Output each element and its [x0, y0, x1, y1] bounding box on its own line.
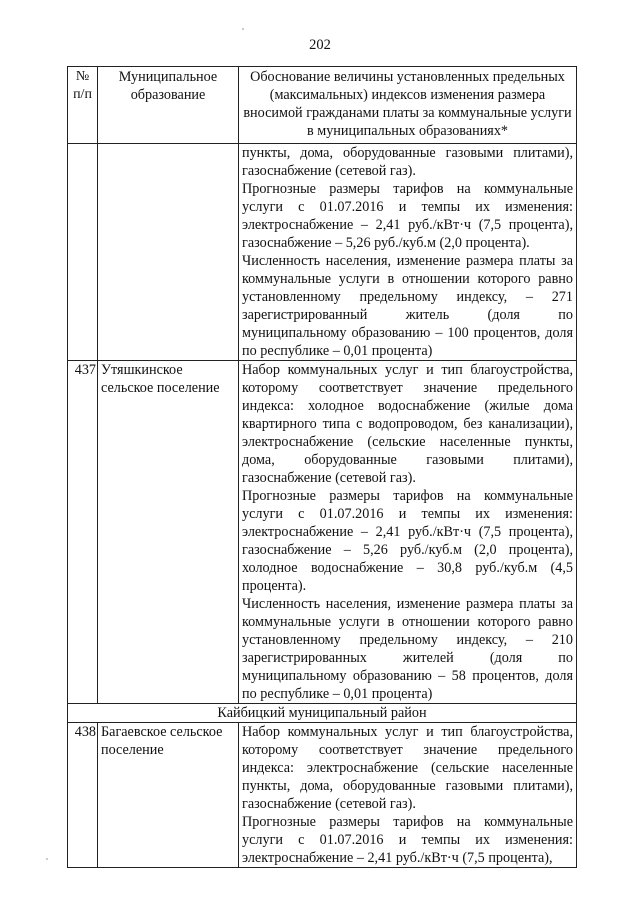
row-number	[68, 144, 98, 361]
paragraph: Прогнозные размеры тарифов на коммунальные услуги с 01.07.2016 и темпы их изменения: электроснабжение – 2,41 руб./кВт·ч (7,5 процента), газоснабжение – 5,26 руб./куб.м (2,0 процента).	[242, 181, 573, 251]
row-municipality: Утяшкинское сельское поселение	[98, 361, 239, 704]
table-row	[68, 144, 577, 361]
tariff-table	[67, 66, 577, 868]
paragraph: Численность населения, изменение размера платы за коммунальные услуги в отношении которого равно установленному предельному индексу, – 271 зарегистрированный житель (доля по муниципальному образованию – 100 процентов, доля по республике – 0,01 процента)	[242, 253, 573, 359]
row-municipality	[98, 144, 239, 361]
page-number: 202	[309, 37, 331, 53]
header-number: № п/п	[68, 67, 98, 144]
row-justification	[239, 723, 577, 868]
region-row	[68, 704, 577, 723]
paragraph: пункты, дома, оборудованные газовыми плитами), газоснабжение (сетевой газ).	[242, 145, 573, 179]
row-municipality: Багаевское сельское поселение	[98, 723, 239, 868]
paragraph: Прогнозные размеры тарифов на коммунальные услуги с 01.07.2016 и темпы их изменения: электроснабжение – 2,41 руб./кВт·ч (7,5 процента), газоснабжение – 5,26 руб./куб.м (2,0 процента), холодное водоснабжение – 30,8 руб./куб.м (4,5 процента).	[242, 488, 573, 594]
scan-speck	[46, 858, 48, 860]
header-justification: Обоснование величины установленных предельных (максимальных) индексов изменения размера вносимой гражданами платы за коммунальные услуги в муниципальных образованиях*	[239, 67, 577, 144]
row-justification	[239, 144, 577, 361]
paragraph: Численность населения, изменение размера платы за коммунальные услуги в отношении которого равно установленному предельному индексу, – 210 зарегистрированных жителей (доля по муниципальному образованию – 58 процентов, доля по республике – 0,01 процента)	[242, 596, 573, 702]
row-number: 438	[68, 723, 98, 868]
paragraph: Набор коммунальных услуг и тип благоустройства, которому соответствует значение предельного индекса: холодное водоснабжение (жилые дома квартирного типа с водопроводом, без канализации), электроснабжение (сельские населенные пункты, дома, оборудованные газовыми плитами), газоснабжение (сетевой газ).	[242, 362, 573, 486]
row-number: 437	[68, 361, 98, 704]
row-justification	[239, 361, 577, 704]
paragraph: Прогнозные размеры тарифов на коммунальные услуги с 01.07.2016 и темпы их изменения: электроснабжение – 2,41 руб./кВт·ч (7,5 процента),	[242, 814, 573, 866]
table-row	[68, 361, 577, 704]
table-row	[68, 723, 577, 868]
paragraph: Набор коммунальных услуг и тип благоустройства, которому соответствует значение предельного индекса: электроснабжение (сельские населенные пункты, дома, оборудованные газовыми плитами), газоснабжение (сетевой газ).	[242, 724, 573, 812]
region-title: Кайбицкий муниципальный район	[68, 704, 577, 723]
header-municipality: Муниципальное образование	[98, 67, 239, 144]
scan-speck	[242, 28, 244, 30]
table-header-row	[68, 67, 577, 144]
